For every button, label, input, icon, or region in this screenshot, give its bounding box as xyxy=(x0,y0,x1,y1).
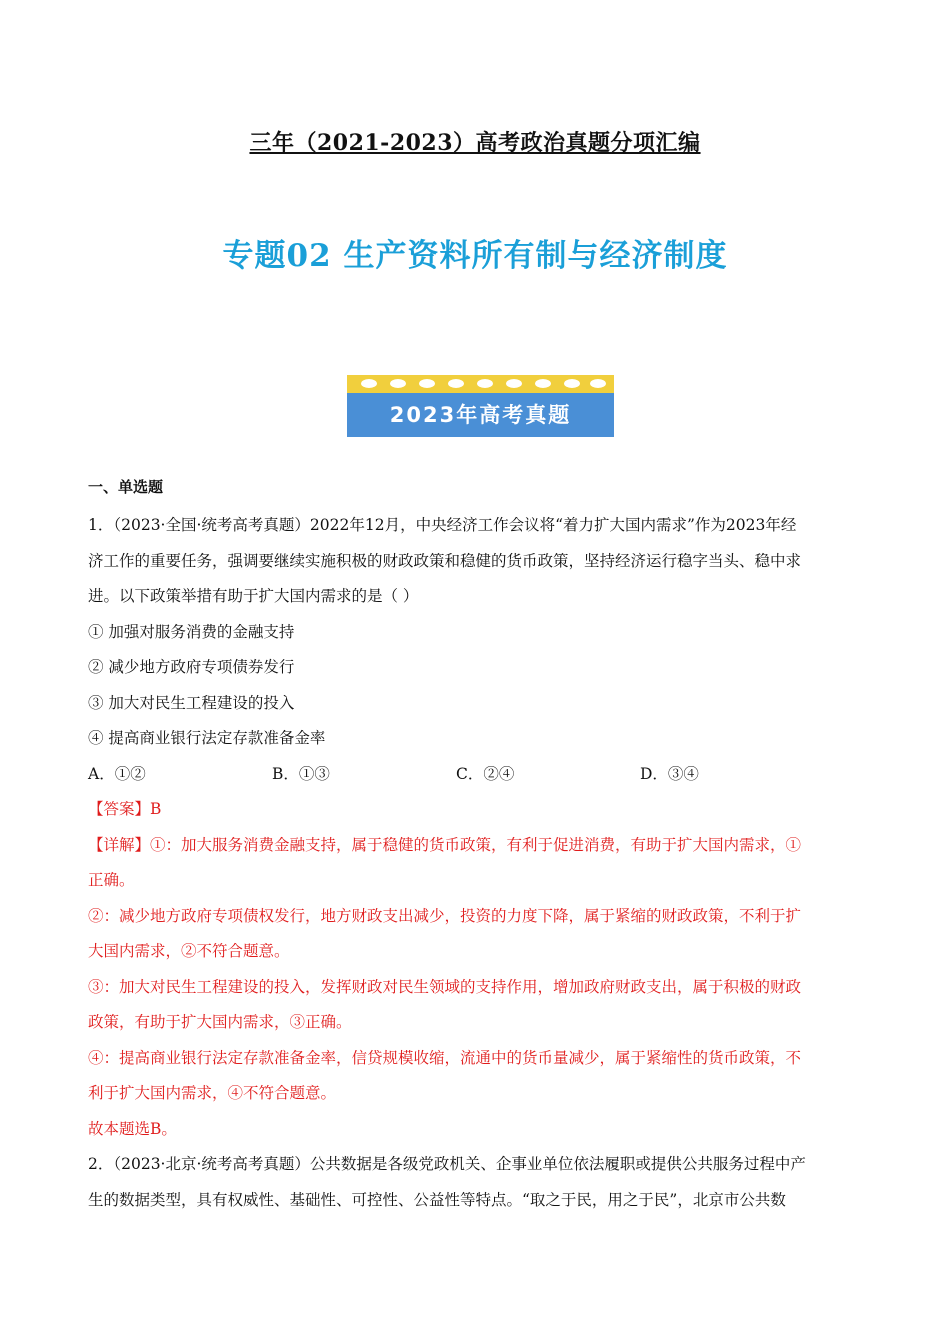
answer-label: 【答案】 xyxy=(88,800,151,818)
explain-line: ③：加大对民生工程建设的投入，发挥财政对民生领域的支持作用，增加政府财政支出，属于积极的财政 xyxy=(88,977,802,996)
explain-line: 正确。 xyxy=(88,871,135,889)
banner-dot xyxy=(361,379,377,388)
banner-top-strip xyxy=(347,375,614,393)
option-a: A．①② xyxy=(88,764,146,783)
banner-dot xyxy=(390,379,406,388)
explain-line: ④：提高商业银行法定存款准备金率，信贷规模收缩，流通中的货币量减少，属于紧缩性的货币政策，不 xyxy=(88,1048,802,1067)
banner-dot xyxy=(477,379,493,388)
explain-text: ①：加大服务消费金融支持，属于稳健的货币政策，有利于促进消费，有助于扩大国内需求，① xyxy=(150,835,802,854)
question-1-line: 1．（2023·全国·统考高考真题）2022年12月，中央经济工作会议将“着力扩大国内需求”作为2023年经 xyxy=(88,516,797,534)
question-2-line: 2．（2023·北京·统考高考真题）公共数据是各级党政机关、企事业单位依法履职或提供公共服务过程中产 xyxy=(88,1155,806,1173)
option-b: B．①③ xyxy=(272,764,330,783)
banner-dot xyxy=(448,379,464,388)
answer-value: B xyxy=(150,800,162,818)
answer-line xyxy=(88,792,860,828)
question-2-line: 生的数据类型，具有权威性、基础性、可控性、公益性等特点。“取之于民，用之于民”，北京市公共数 xyxy=(88,1190,786,1209)
question-1-options xyxy=(88,757,860,793)
question-1-item: ① 加强对服务消费的金融支持 xyxy=(88,622,295,641)
explain-line: 政策，有助于扩大国内需求，③正确。 xyxy=(88,1013,352,1031)
question-1-line: 济工作的重要任务，强调要继续实施积极的财政政策和稳健的货币政策，坚持经济运行稳字当头、稳中求 xyxy=(88,551,802,570)
explain-line: ②：减少地方政府专项债权发行，地方财政支出减少，投资的力度下降，属于紧缩的财政政策，不利于扩 xyxy=(88,906,802,925)
question-1-item: ③ 加大对民生工程建设的投入 xyxy=(88,693,295,712)
question-1-item: ④ 提高商业银行法定存款准备金率 xyxy=(88,729,326,747)
series-title: 三年（2021-2023）高考政治真题分项汇编 xyxy=(249,130,701,156)
banner-label: 2023年高考真题 xyxy=(347,393,614,437)
banner-dot xyxy=(506,379,522,388)
conclusion-line: 故本题选B。 xyxy=(88,1119,177,1138)
banner-dot xyxy=(564,379,580,388)
explain-line xyxy=(88,828,860,864)
option-c: C．②④ xyxy=(456,764,515,783)
explain-label: 【详解】 xyxy=(88,835,151,854)
topic-title: 专题02 生产资料所有制与经济制度 xyxy=(222,238,728,274)
explain-line: 利于扩大国内需求，④不符合题意。 xyxy=(88,1084,337,1102)
question-1-item: ② 减少地方政府专项债券发行 xyxy=(88,658,295,676)
section-heading: 一、单选题 xyxy=(88,478,164,496)
banner-dot xyxy=(419,379,435,388)
explain-line: 大国内需求，②不符合题意。 xyxy=(88,942,290,960)
year-banner xyxy=(347,375,614,437)
banner-dot xyxy=(535,379,551,388)
banner-dot xyxy=(590,379,606,388)
question-1-line: 进。以下政策举措有助于扩大国内需求的是（ ） xyxy=(88,587,419,605)
question-content xyxy=(88,474,860,1218)
option-d: D．③④ xyxy=(640,764,699,783)
